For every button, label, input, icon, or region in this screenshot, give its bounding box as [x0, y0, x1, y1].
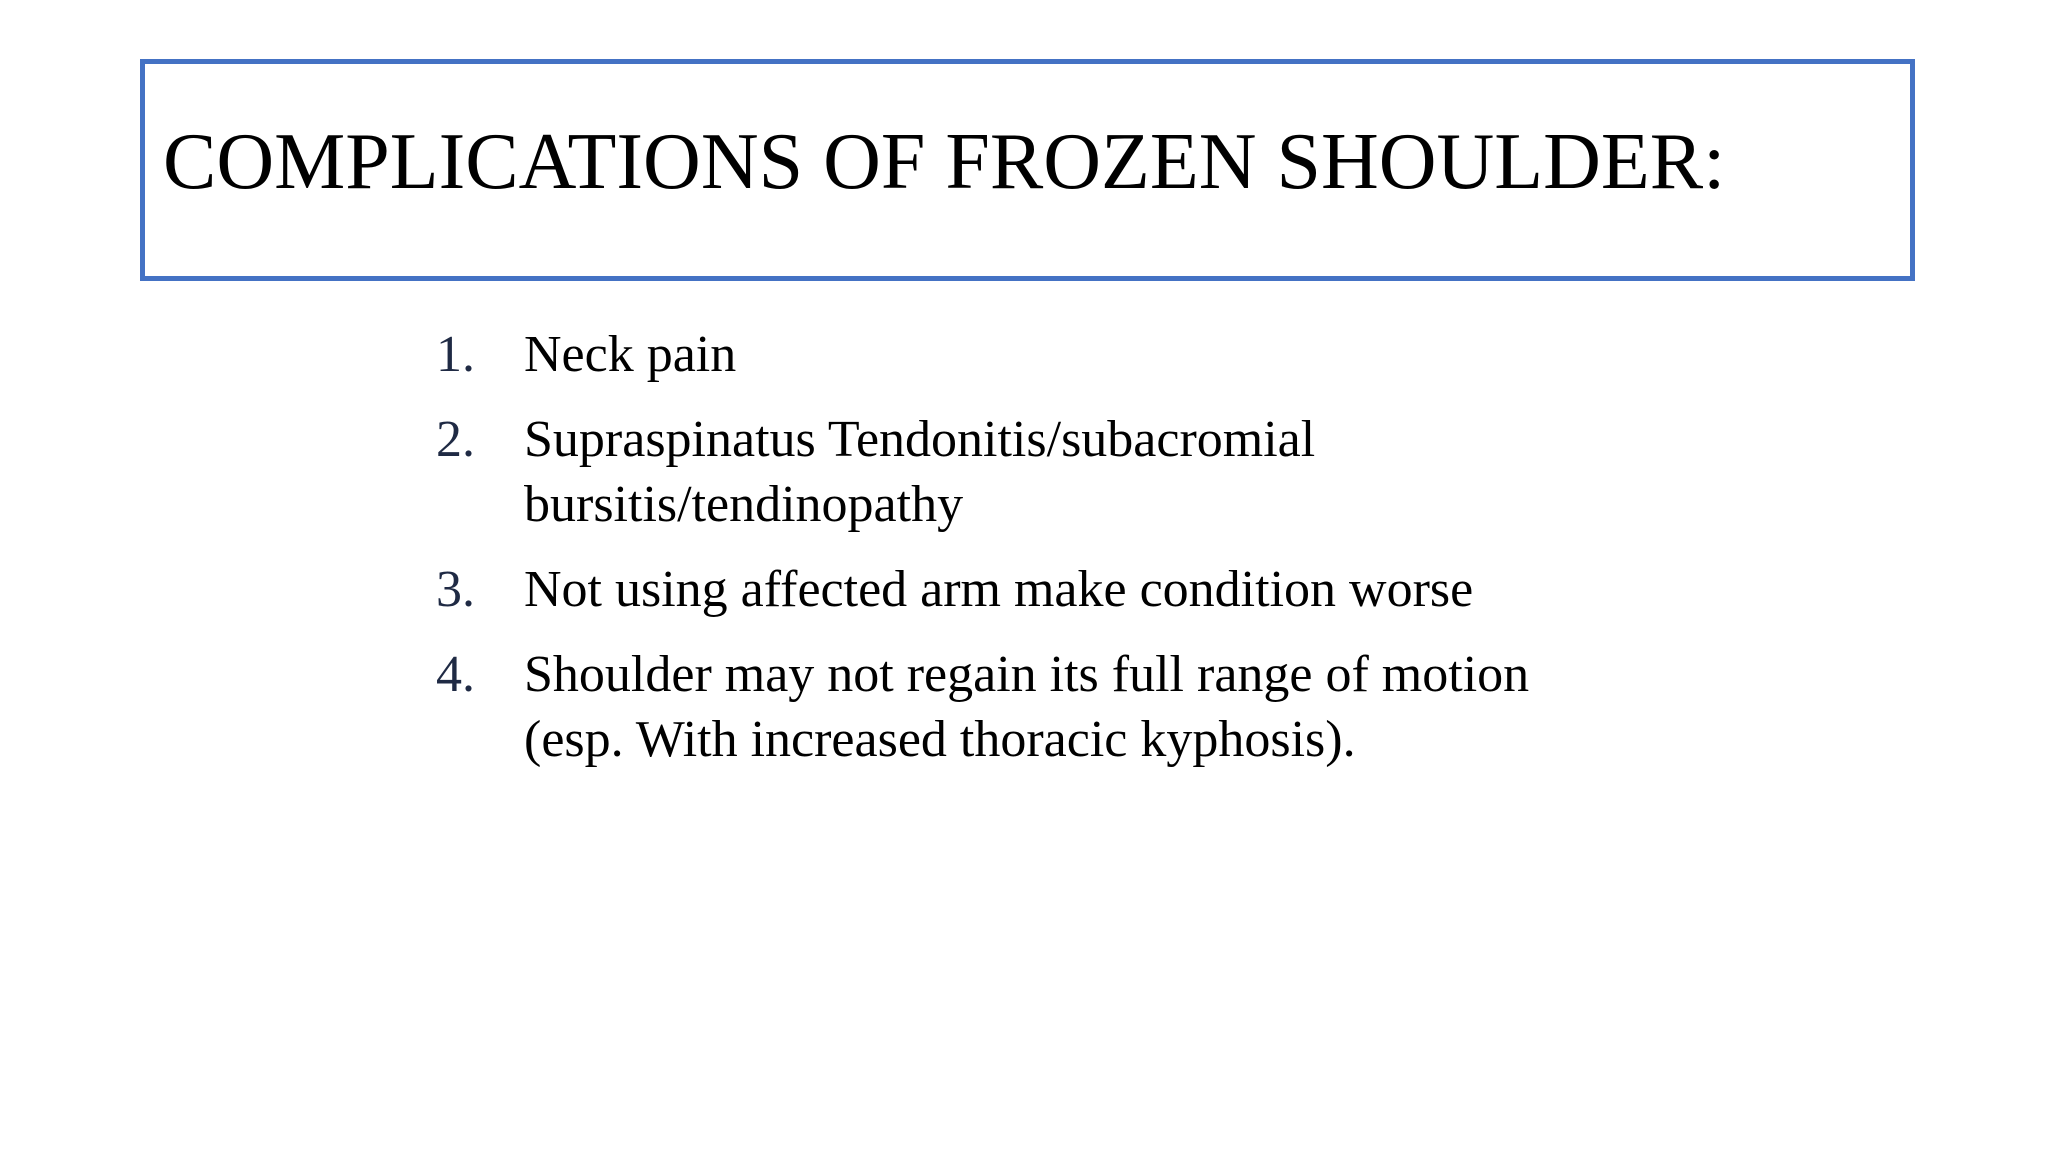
list-item: [436, 557, 1536, 622]
list-item-text: Not using affected arm make condition worse: [524, 561, 1474, 618]
slide-title: COMPLICATIONS OF FROZEN SHOULDER:: [163, 118, 1726, 206]
list-item-text: Shoulder may not regain its full range of motion (esp. With increased thoracic kyphosis).: [524, 646, 1530, 768]
title-box: [140, 59, 1915, 281]
list-item: [436, 322, 1536, 387]
list-item: [436, 642, 1536, 772]
list-item-text: Supraspinatus Tendonitis/subacromial bursitis/tendinopathy: [524, 411, 1316, 533]
list-item-number: 2.: [436, 411, 475, 468]
list-item-number: 1.: [436, 326, 475, 383]
list-item: [436, 407, 1536, 537]
complications-list: [436, 322, 1536, 792]
list-item-text: Neck pain: [524, 326, 737, 383]
list-item-number: 4.: [436, 646, 475, 703]
list-item-number: 3.: [436, 561, 475, 618]
